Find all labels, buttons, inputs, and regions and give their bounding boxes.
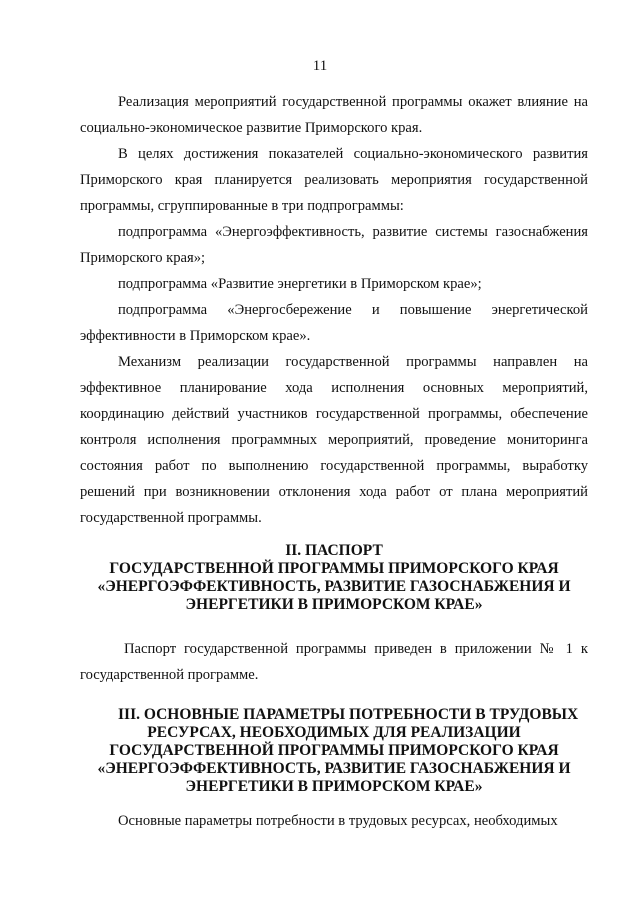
section-3-heading xyxy=(80,706,588,796)
heading-line: «ЭНЕРГОЭФФЕКТИВНОСТЬ, РАЗВИТИЕ ГАЗОСНАБЖЕНИЯ И xyxy=(97,578,571,595)
subprogram-item-2: подпрограмма «Развитие энергетики в Приморском крае»; xyxy=(118,276,482,292)
subprogram-item-1: подпрограмма «Энергоэффективность, развитие системы газоснабжения Приморского края»; xyxy=(80,224,588,266)
section-3-body xyxy=(80,808,588,834)
intro-section xyxy=(80,89,588,531)
heading-line: II. ПАСПОРТ xyxy=(285,542,383,559)
heading-line: ЭНЕРГЕТИКИ В ПРИМОРСКОМ КРАЕ» xyxy=(185,778,483,795)
page-number: 11 xyxy=(312,58,328,74)
heading-line: ГОСУДАРСТВЕННОЙ ПРОГРАММЫ ПРИМОРСКОГО КРАЯ xyxy=(109,742,559,759)
section-2-heading xyxy=(80,542,588,614)
paragraph-labor: Основные параметры потребности в трудовых ресурсах, необходимых xyxy=(118,813,558,829)
heading-line: ГОСУДАРСТВЕННОЙ ПРОГРАММЫ ПРИМОРСКОГО КРАЯ xyxy=(109,560,559,577)
heading-line: РЕСУРСАХ, НЕОБХОДИМЫХ ДЛЯ РЕАЛИЗАЦИИ xyxy=(147,724,521,741)
subprogram-item-3: подпрограмма «Энергосбережение и повышение энергетической эффективности в Приморском крае». xyxy=(80,302,588,344)
paragraph-passport: Паспорт государственной программы приведен в приложении № 1 к государственной программе. xyxy=(80,641,588,683)
paragraph-goals: В целях достижения показателей социально-экономического развития Приморского края планируется реализовать мероприятия государственной программы, сгруппированные в три подпрограммы: xyxy=(80,146,588,214)
paragraph-impact: Реализация мероприятий государственной программы окажет влияние на социально-экономическое развитие Приморского края. xyxy=(80,94,588,136)
heading-line: ЭНЕРГЕТИКИ В ПРИМОРСКОМ КРАЕ» xyxy=(185,596,483,613)
paragraph-mechanism: Механизм реализации государственной программы направлен на эффективное планирование хода исполнения основных мероприятий, координацию действий участников государственной программы, обеспечение контроля исполнения программных мероприятий, проведение мониторинга состояния работ по выполнению государственной программы, выработку решений при возникновении отклонения хода работ от плана мероприятий государственной программы. xyxy=(80,354,588,526)
heading-line: III. ОСНОВНЫЕ ПАРАМЕТРЫ ПОТРЕБНОСТИ В ТРУДОВЫХ xyxy=(118,706,579,723)
section-2-body xyxy=(80,636,588,688)
heading-line: «ЭНЕРГОЭФФЕКТИВНОСТЬ, РАЗВИТИЕ ГАЗОСНАБЖЕНИЯ И xyxy=(97,760,571,777)
